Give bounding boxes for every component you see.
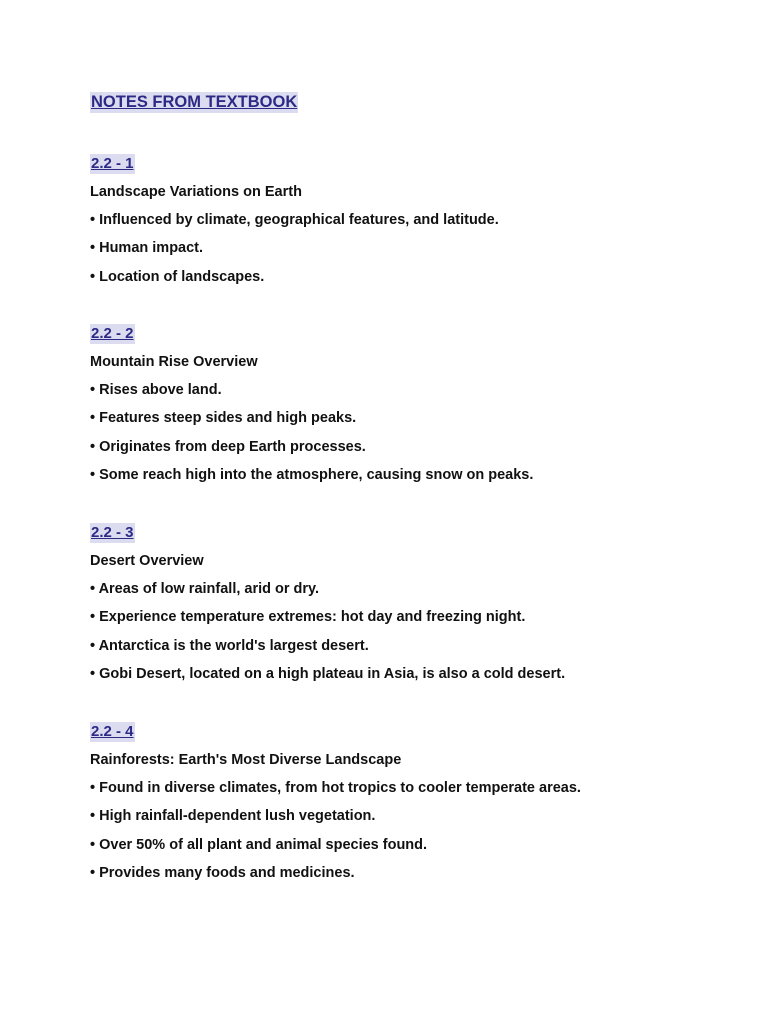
bullet-point: • Gobi Desert, located on a high plateau in Asia, is also a cold desert. (90, 665, 566, 682)
section-title: Landscape Variations on Earth (90, 184, 302, 200)
bullet-list (90, 380, 730, 493)
section-2-2-1 (90, 154, 730, 295)
bullet-point: • Areas of low rainfall, arid or dry. (90, 581, 320, 597)
bullet-point: • High rainfall-dependent lush vegetation. (90, 808, 376, 825)
bullet-point: • Human impact. (90, 240, 204, 257)
bullet-point: • Features steep sides and high peaks. (90, 410, 357, 427)
bullet-list (90, 579, 730, 692)
bullet-list (90, 210, 730, 295)
bullet-point: • Experience temperature extremes: hot day and freezing night. (90, 609, 526, 626)
section-heading: 2.2 - 1 (91, 155, 134, 172)
document-title: NOTES FROM TEXTBOOK (91, 93, 298, 111)
section-2-2-4 (90, 722, 730, 891)
bullet-point: • Antarctica is the world's largest desert. (90, 637, 369, 654)
bullet-point: • Originates from deep Earth processes. (90, 438, 366, 455)
bullet-point: • Provides many foods and medicines. (90, 864, 355, 881)
bullet-point: • Some reach high into the atmosphere, causing snow on peaks. (90, 466, 534, 483)
section-title: Rainforests: Earth's Most Diverse Landscape (90, 752, 402, 768)
section-heading: 2.2 - 4 (91, 723, 134, 740)
document-page (90, 0, 730, 1024)
section-2-2-2 (90, 324, 730, 493)
bullet-list (90, 778, 730, 891)
section-heading: 2.2 - 3 (91, 524, 134, 541)
bullet-point: • Found in diverse climates, from hot tropics to cooler temperate areas. (90, 780, 581, 796)
section-2-2-3 (90, 523, 730, 692)
bullet-point: • Location of landscapes. (90, 268, 265, 285)
bullet-point: • Influenced by climate, geographical features, and latitude. (90, 212, 499, 228)
section-title: Desert Overview (90, 553, 204, 569)
bullet-point: • Over 50% of all plant and animal species found. (90, 836, 428, 853)
bullet-point: • Rises above land. (90, 382, 222, 398)
section-heading: 2.2 - 2 (91, 325, 134, 342)
section-title: Mountain Rise Overview (90, 354, 258, 370)
